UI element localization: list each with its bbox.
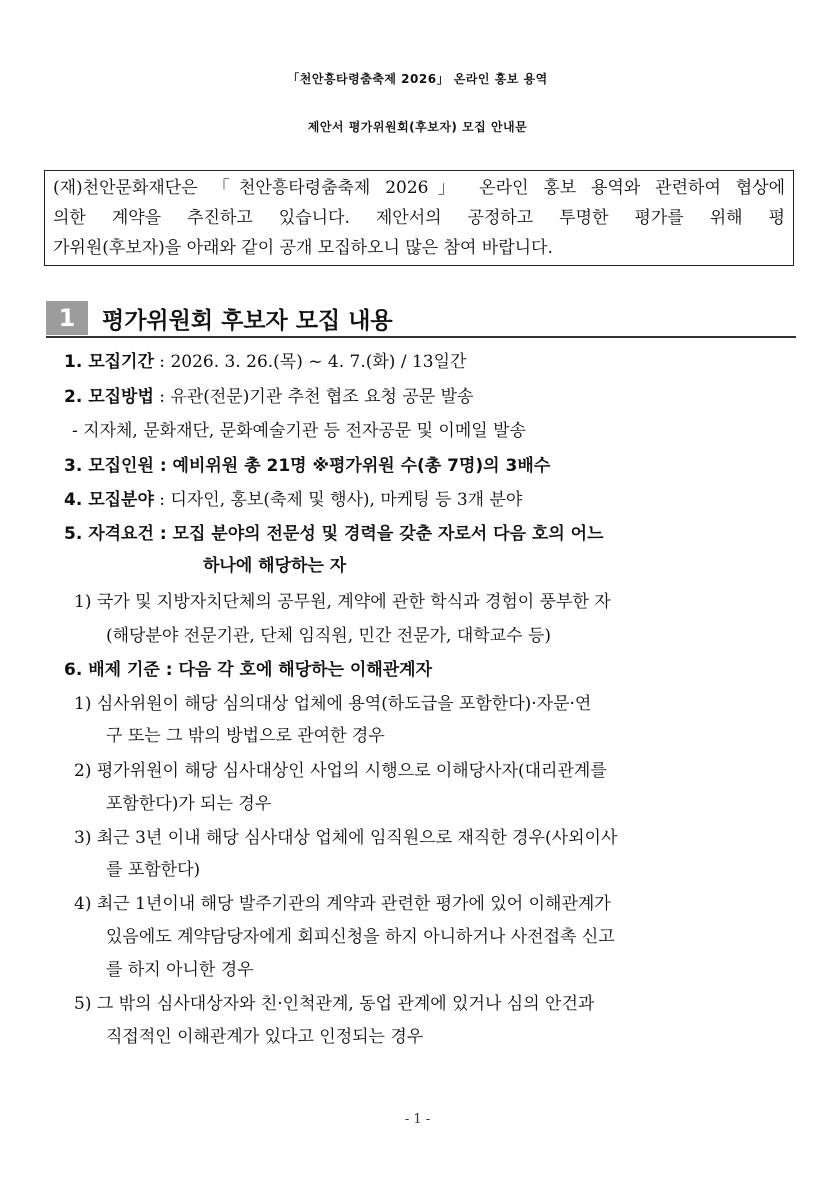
qualification-sub-1-cont: (해당분야 전문기관, 단체 임직원, 민간 전문가, 대학교수 등) (106, 626, 552, 646)
item-method-value: : 유관(전문)기관 추천 협조 요청 공문 발송 (153, 387, 474, 407)
item-qualification-value-cont: 하나에 해당하는 자 (203, 556, 347, 576)
item-field (64, 488, 522, 512)
item-qualification-value: : 모집 분야의 전문성 및 경력을 갖춘 자로서 다음 호의 어느 (153, 524, 604, 544)
item-count (64, 454, 550, 478)
exclusion-1: 1) 심사위원이 해당 심의대상 업체에 용역(하도급을 포함한다)·자문·연 (74, 694, 592, 714)
item-method-sub: - 지자체, 문화재단, 문화예술기관 등 전자공문 및 이메일 발송 (72, 421, 526, 441)
item-method-label: 2. 모집방법 (64, 387, 154, 407)
intro-line-3: 가위원(후보자)을 아래와 같이 공개 모집하오니 많은 참여 바랍니다. (53, 238, 553, 258)
item-period (64, 350, 466, 374)
exclusion-3-cont: 를 포함한다) (106, 860, 201, 880)
item-count-label: 3. 모집인원 (64, 456, 154, 476)
intro-line-1: (재)천안문화재단은 「천안흥타령춤축제 2026」 온라인 홍보 용역와 관련하여 협상에 (53, 178, 785, 198)
intro-box (44, 170, 794, 266)
exclusion-4: 4) 최근 1년이내 해당 발주기관의 계약과 관련한 평가에 있어 이해관계가 (74, 894, 611, 914)
item-count-value: : 예비위원 총 21명 ※평가위원 수(총 7명)의 3배수 (153, 456, 551, 476)
item-method (64, 385, 473, 409)
exclusion-3: 3) 최근 3년 이내 해당 심사대상 업체에 임직원으로 재직한 경우(사외이사 (74, 828, 618, 848)
section-title: 평가위원회 후보자 모집 내용 (102, 307, 393, 334)
item-field-label: 4. 모집분야 (64, 490, 154, 510)
item-qualification (64, 522, 604, 546)
section-header (46, 301, 393, 335)
page-number: - 1 - (404, 1112, 431, 1127)
intro-line-2: 의한 계약을 추진하고 있습니다. 제안서의 공정하고 투명한 평가를 위해 평 (53, 208, 785, 228)
qualification-sub-1: 1) 국가 및 지방자치단체의 공무원, 계약에 관한 학식과 경험이 풍부한 자 (74, 592, 611, 612)
item-period-value: : 2026. 3. 26.(목) ~ 4. 7.(화) / 13일간 (153, 352, 467, 372)
exclusion-2-cont: 포함한다)가 되는 경우 (106, 794, 272, 814)
item-qualification-label: 5. 자격요건 (64, 524, 154, 544)
document-title-line-1: 「천안흥타령춤축제 2026」 온라인 홍보 용역 (287, 72, 548, 86)
exclusion-2: 2) 평가위원이 해당 심사대상인 사업의 시행으로 이해당사자(대리관계를 (74, 761, 607, 781)
exclusion-5: 5) 그 밖의 심사대상자와 친·인척관계, 동업 관계에 있거나 심의 안건과 (74, 994, 595, 1014)
section-number-badge: 1 (46, 301, 88, 335)
exclusion-5-cont: 직접적인 이해관계가 있다고 인정되는 경우 (106, 1027, 424, 1047)
exclusion-1-cont: 구 또는 그 밖의 방법으로 관여한 경우 (106, 726, 385, 746)
item-field-value: : 디자인, 홍보(축제 및 행사), 마케팅 등 3개 분야 (153, 490, 523, 510)
exclusion-4-cont-1: 있음에도 계약담당자에게 회피신청을 하지 아니하거나 사전접촉 신고 (106, 927, 615, 947)
section-divider (46, 336, 796, 338)
document-title-line-2: 제안서 평가위원회(후보자) 모집 안내문 (307, 120, 528, 134)
item-period-label: 1. 모집기간 (64, 352, 154, 372)
exclusion-4-cont-2: 를 하지 아니한 경우 (106, 960, 254, 980)
item-exclusion-label: 6. 배제 기준 : 다음 각 호에 해당하는 이해관계자 (64, 660, 433, 680)
